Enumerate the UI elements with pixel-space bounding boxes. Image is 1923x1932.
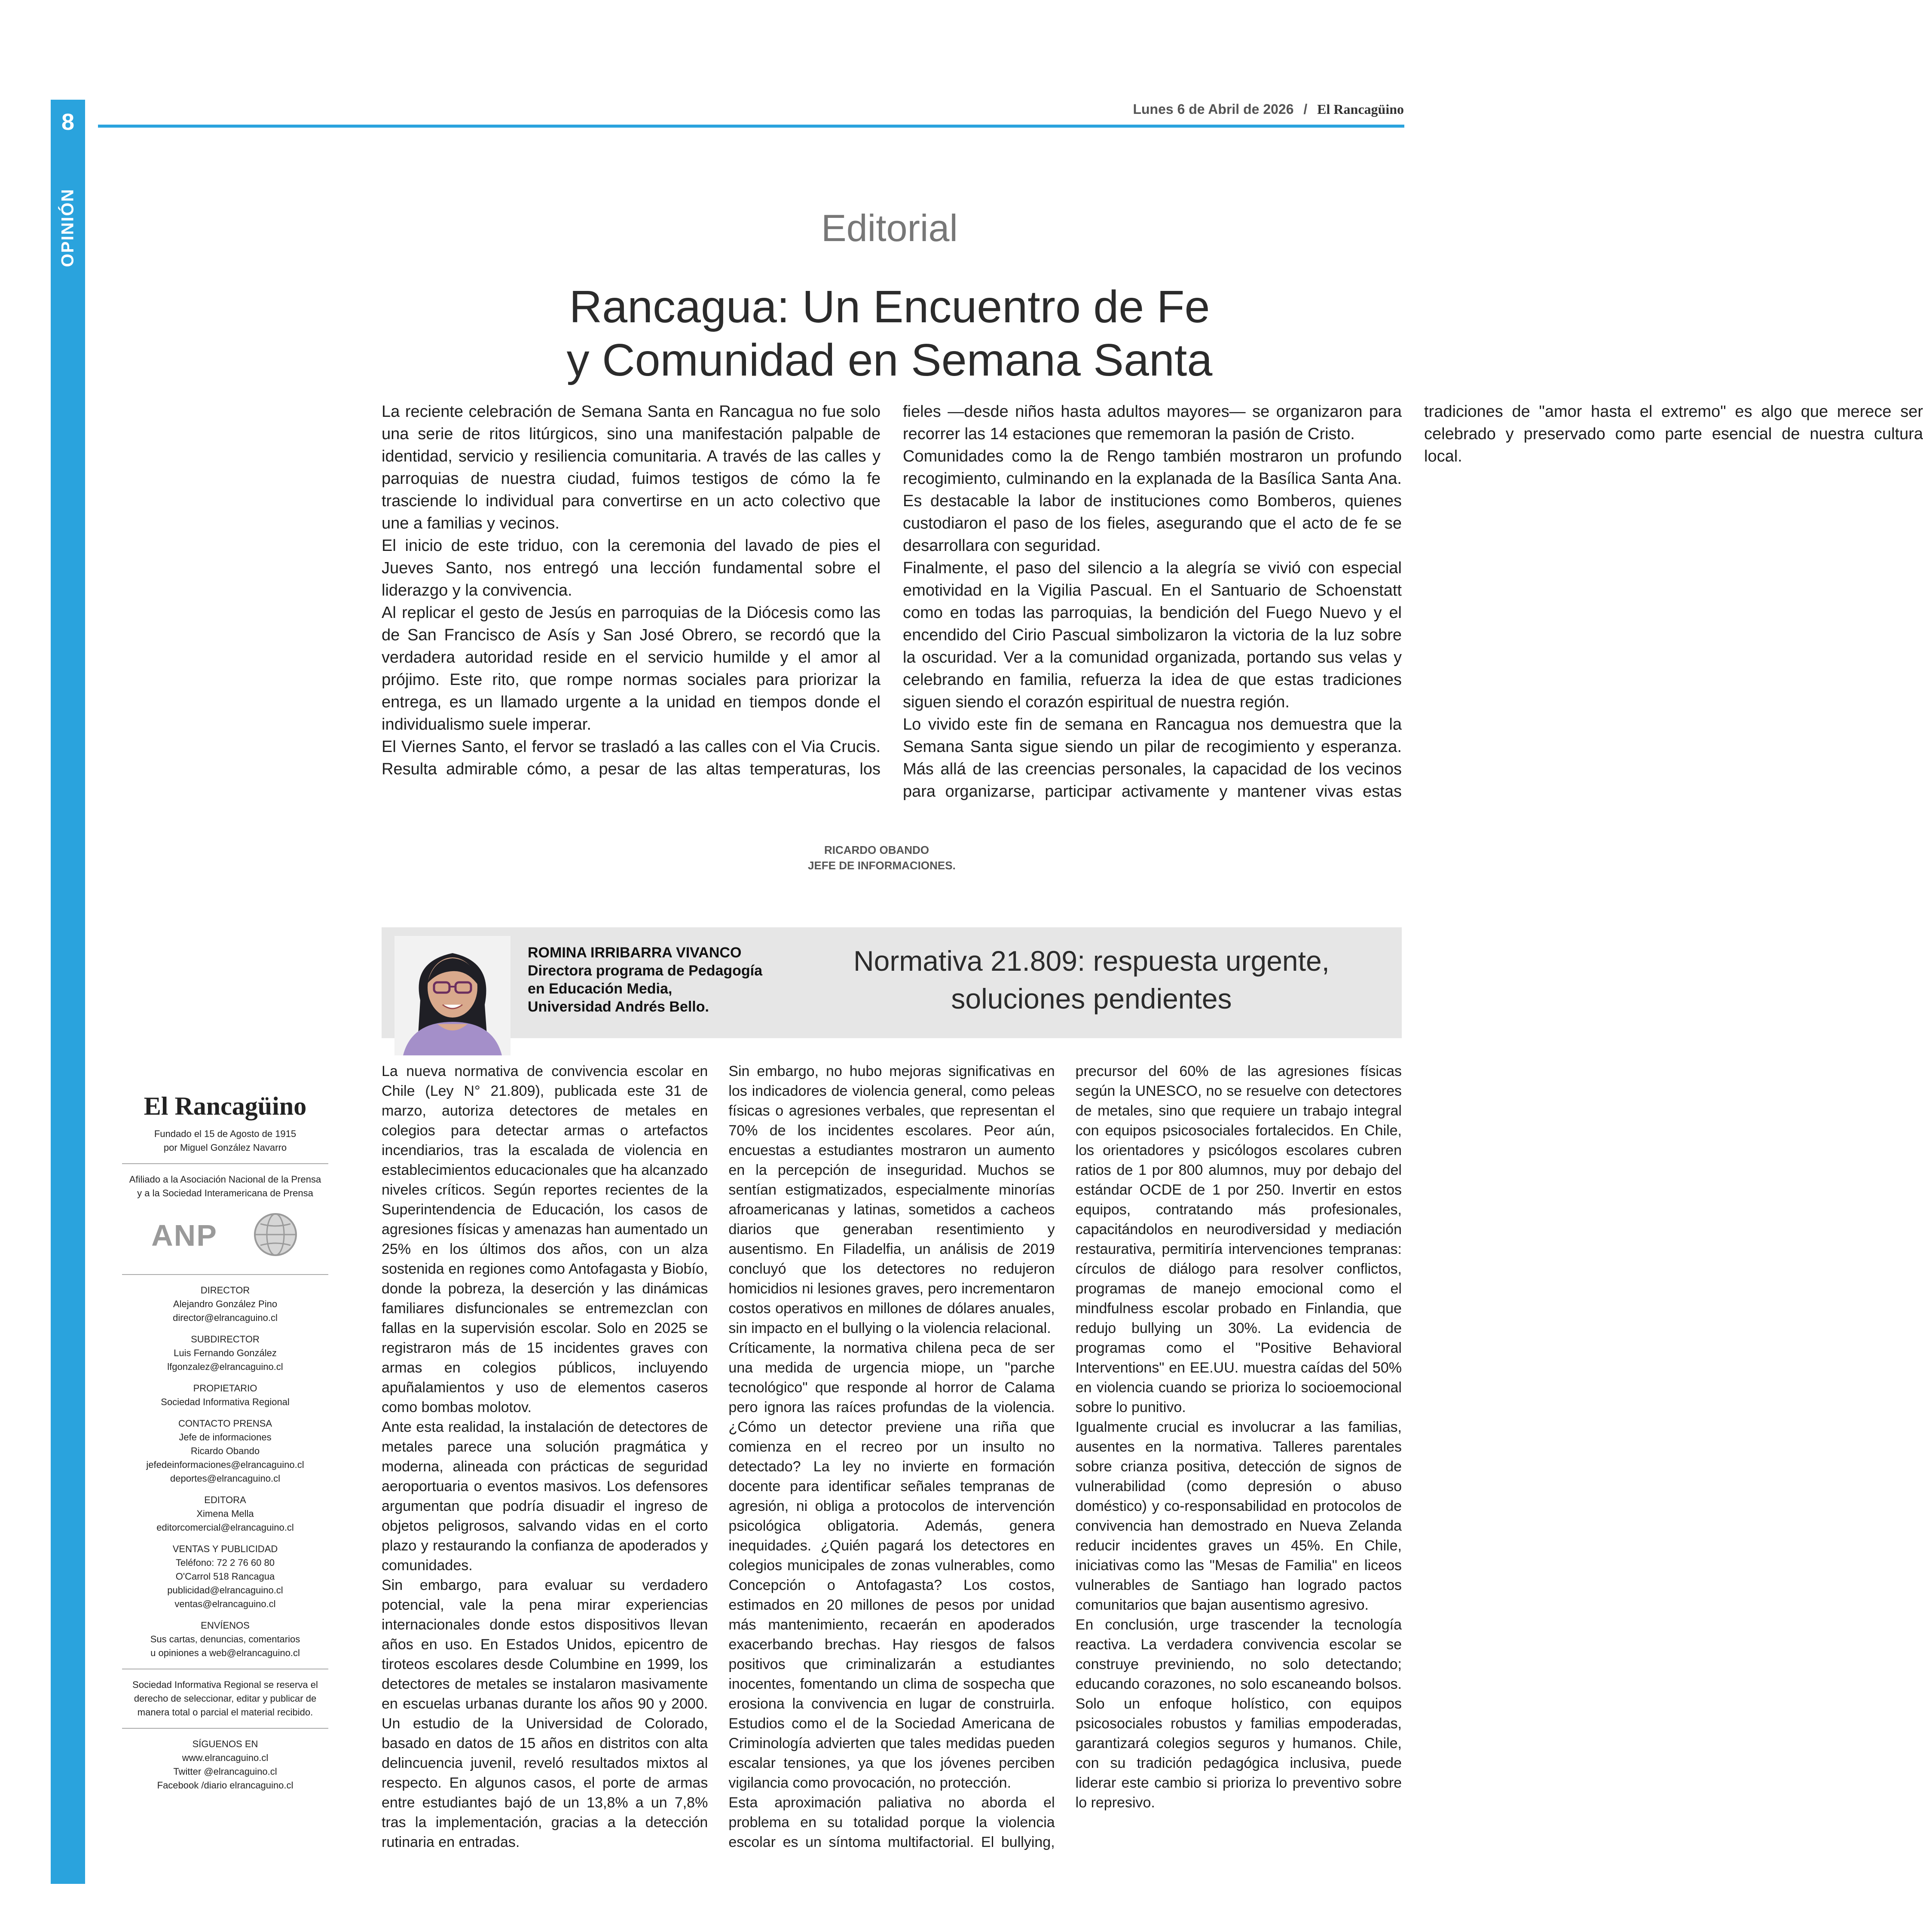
staff-email: director@elrancaguino.cl bbox=[173, 1312, 278, 1323]
staff-label: DIRECTOR bbox=[200, 1285, 250, 1296]
divider bbox=[122, 1728, 328, 1729]
founded-line: Fundado el 15 de Agosto de 1915 bbox=[154, 1128, 297, 1139]
opinion-paragraph: Sin embargo, para evaluar su verdadero potencial, vale la pena mirar experiencias internacionales donde estos dispositivos llevan años en uso. En Estados Unidos, epicentro de tiroteos escolares desde Columbine en 1999, los detectores de metales se instalaron masivamente en escuelas urbanas durante los años 90 y 2000. Un estudio de la Universidad de Colorado, basado en datos de 15 años en distritos con alta delincuencia juvenil, reveló resultados mixtos al respecto. En algunos casos, el porte de armas entre estudiantes bajó de un 13,8% a un 7,8% tras la implementación, gracias a la detección rutinaria en entradas. bbox=[382, 1577, 708, 1850]
staff-role: Jefe de informaciones bbox=[179, 1432, 272, 1443]
sales-address: O'Carrol 518 Rancagua bbox=[175, 1571, 275, 1582]
editorial-paragraph: Comunidades como la de Rengo también mostraron un profundo recogimiento, culminando en la explanada de la Basílica Santa Ana. Es destacable la labor de instituciones como Bomberos, quienes custodiaron el paso de los fieles, asegurando que el acto de fe se desarrollara con seguridad. bbox=[903, 447, 1402, 555]
header-separator: / bbox=[1303, 101, 1308, 117]
header-info bbox=[1133, 101, 1404, 117]
founded-line: por Miguel González Navarro bbox=[163, 1142, 287, 1153]
staff-name: Luis Fernando González bbox=[174, 1348, 277, 1358]
opinion-paragraph: Sin embargo, no hubo mejoras significativas en los indicadores de violencia general, como peleas físicas o agresiones verbales, que representan el 70% de los incidentes escolares. Peor aún, encuestas a estudiantes mostraron un aumento en la percepción de inseguridad. Muchos se sentían estigmatizados, especialmente minorías afroamericanas y latinas, sometidos a cacheos diarios que generaban resentimiento y ausentismo. En Filadelfia, un análisis de 2019 concluyó que los detectores no redujeron homicidios ni lesiones graves, pero incrementaron costos operativos en millones de dólares anuales, sin impacto en el bullying o la violencia relacional. bbox=[728, 1063, 1055, 1336]
follow-web: www.elrancaguino.cl bbox=[182, 1752, 269, 1763]
editorial-byline bbox=[808, 842, 956, 873]
author-photo bbox=[394, 936, 511, 1055]
staff-name: Alejandro González Pino bbox=[173, 1299, 278, 1309]
follow-twitter: Twitter @elrancaguino.cl bbox=[173, 1766, 277, 1777]
opinion-paragraph: Ante esta realidad, la instalación de detectores de metales parece una solución pragmática y moderna, alineada con prácticas de seguridad aeroportuaria o eventos masivos. Los defensores argumentan que podría disuadir el ingreso de objetos peligrosos, salvando vidas en el corto plazo y restaurando la confianza de apoderados y comunidades. bbox=[382, 1419, 708, 1574]
editorial-paragraph: La reciente celebración de Semana Santa en Rancagua no fue solo una serie de ritos litúrgicos, sino una manifestación palpable de identidad, servicio y resiliencia comunitaria. A través de las calles y parroquias de nuestra ciudad, fuimos testigos de cómo la fe trasciende lo individual para convertirse en un acto colectivo que une a familias y vecinos. bbox=[382, 403, 880, 532]
editorial-paragraph: Finalmente, el paso del silencio a la alegría se vivió con especial emotividad en la Vigilia Pascual. En el Santuario de Schoenstatt como en todas las parroquias, la bendición del Fuego Nuevo y el encendido del Cirio Pascual simbolizaron la victoria de la luz sobre la oscuridad. Ver a la comunidad organizada, portando sus velas y celebrando en familia, refuerza la idea de que estas tradiciones siguen siendo el corazón espiritual de nuestra región. bbox=[903, 559, 1402, 711]
editorial-paragraph: El inicio de este triduo, con la ceremonia del lavado de pies el Jueves Santo, nos entregó una lección fundamental sobre el liderazgo y la convivencia. bbox=[382, 537, 880, 599]
section-label-text: OPINIÓN bbox=[58, 188, 77, 267]
byline-name: RICARDO OBANDO bbox=[824, 844, 929, 856]
editorial-body bbox=[382, 400, 1923, 822]
byline-role: JEFE DE INFORMACIONES. bbox=[808, 859, 956, 872]
staff-name: Sociedad Informativa Regional bbox=[161, 1397, 290, 1407]
staff-label: SUBDIRECTOR bbox=[191, 1334, 260, 1345]
staff-email: ventas@elrancaguino.cl bbox=[174, 1599, 276, 1609]
author-name: ROMINA IRRIBARRA VIVANCO bbox=[528, 945, 742, 961]
editorial-kicker: Editorial bbox=[821, 207, 958, 249]
staff-email: lfgonzalez@elrancaguino.cl bbox=[167, 1361, 283, 1372]
rights-line: manera total o parcial el material recibido. bbox=[137, 1707, 313, 1718]
opinion-paragraph: Esta aproximación paliativa no aborda el problema en su totalidad porque la violencia escolar es un síntoma multifactorial. El bullying, precursor del 60% de las agresiones físicas según la UNESCO, no se resuelve con detectores de metales, sino que requiere un trabajo integral con equipos psicosociales fortalecidos. En Chile, los orientadores y psicólogos escolares cubren ratios de 1 por 800 alumnos, muy por debajo del estándar OCDE de 1 por 250. Invertir en estos equipos, contratando más profesionales, capacitándolos en neurodiversidad y mediación restaurativa, permitiría intervenciones tempranas: círculos de diálogo para resolver conflictos, programas de manejo emocional como el mindfulness escolar probado en Finlandia, que redujo bullying un 30%. La evidencia de programas como el "Positive Behavioral Interventions" en EE.UU. muestra caídas del 50% en violencia cuando se prioriza lo socioemocional sobre lo punitivo. bbox=[728, 1063, 1402, 1850]
opinion-title bbox=[799, 942, 1384, 1018]
opinion-paragraph: La nueva normativa de convivencia escolar en Chile (Ley N° 21.809), publicada este 31 de marzo, autoriza detectores de metales en colegios para detectar armas o artefactos incendiarios, tras la escalada de violencia en establecimientos educacionales que ha alcanzado niveles críticos. Según reportes recientes de la Superintendencia de Educación, los casos de agresiones físicas y amenazas han aumentado un 25% en los últimos dos años, con un alza sostenida en regiones como Antofagasta y Biobío, donde la pobreza, la deserción y las dinámicas familiares disfuncionales se entremezclan con fallas en la supervisión escolar. Solo en 2025 se registraron más de 15 incidentes graves con armas en colegios públicos, incluyendo apuñalamientos y uso de elementos caseros como bombas molotov. bbox=[382, 1063, 708, 1415]
staff-email: editorcomercial@elrancaguino.cl bbox=[156, 1522, 294, 1533]
staff-label: SÍGUENOS EN bbox=[192, 1739, 258, 1749]
author-role: en Educación Media, bbox=[528, 981, 673, 997]
opinion-body bbox=[382, 1061, 1402, 1874]
staff-name: Ximena Mella bbox=[196, 1508, 254, 1519]
staff-email: deportes@elrancaguino.cl bbox=[170, 1473, 280, 1484]
staff-name: Ricardo Obando bbox=[190, 1446, 260, 1456]
author-role: Directora programa de Pedagogía bbox=[528, 963, 763, 979]
staff-label: EDITORA bbox=[204, 1495, 246, 1505]
masthead-name: El Rancagüino bbox=[144, 1092, 307, 1120]
anp-logo-text: ANP bbox=[151, 1219, 217, 1252]
anp-logo bbox=[151, 1218, 217, 1253]
headline-line-1: Rancagua: Un Encuentro de Fe bbox=[569, 281, 1210, 332]
page-number: 8 bbox=[61, 109, 75, 135]
staff-email: jefedeinformaciones@elrancaguino.cl bbox=[146, 1459, 304, 1470]
editorial-paragraph: Al replicar el gesto de Jesús en parroquias de la Diócesis como las de San Francisco de Asís y San José Obrero, se recordó que la verdadera autoridad reside en el servicio humilde y el amor al prójimo. Este rito, que rompe normas sociales para priorizar la entrega, es un llamado urgente a la unidad en tiempos donde el individualismo suele imperar. bbox=[382, 604, 880, 734]
opinion-author bbox=[528, 944, 762, 1016]
section-color-strip bbox=[51, 100, 85, 1884]
author-role: Universidad Andrés Bello. bbox=[528, 999, 709, 1015]
rights-line: Sociedad Informativa Regional se reserva el bbox=[132, 1679, 318, 1690]
affiliation-line: y a la Sociedad Interamericana de Prensa bbox=[137, 1188, 313, 1198]
divider bbox=[122, 1163, 328, 1164]
follow-facebook: Facebook /diario elrancaguino.cl bbox=[157, 1780, 293, 1791]
staff-label: ENVÍENOS bbox=[201, 1620, 250, 1631]
staff-label: PROPIETARIO bbox=[193, 1383, 257, 1394]
editorial-paragraph: Lo vivido este fin de semana en Rancagua nos demuestra que la Semana Santa sigue siendo un pilar de recogimiento y esperanza. Más allá de las creencias personales, la capacidad de los vecinos para organizarse, participar activamente y mantener vivas estas tradiciones de "amor hasta el extremo" es algo que merece ser celebrado y preservado como parte esencial de nuestra cultura local. bbox=[903, 403, 1923, 801]
sip-globe-icon bbox=[252, 1211, 299, 1260]
masthead-box bbox=[105, 1091, 345, 1792]
editorial-paragraph: El Viernes Santo, el fervor se trasladó a las calles con el Via Crucis. Resulta admirable cómo, a pesar de las altas temperaturas, los fieles —desde niños hasta adultos mayores— se organizaron para recorrer las 14 estaciones que rememoran la pasión de Cristo. bbox=[382, 403, 1402, 778]
staff-label: VENTAS Y PUBLICIDAD bbox=[172, 1544, 278, 1554]
issue-date: Lunes 6 de Abril de 2026 bbox=[1133, 101, 1294, 117]
headline-line-2: y Comunidad en Semana Santa bbox=[566, 335, 1213, 385]
affiliation-line: Afiliado a la Asociación Nacional de la Prensa bbox=[129, 1174, 321, 1185]
opinion-paragraph: En conclusión, urge trascender la tecnología reactiva. La verdadera convivencia escolar se construye previniendo, no solo detectando; educando corazones, no solo escaneando bolsos. Solo un enfoque holístico, con equipos psicosociales robustos y familias empoderadas, garantizará colegios seguros y humanos. Chile, con su tradición pedagógica inclusiva, puede liderar este cambio si prioriza lo preventivo sobre lo represivo. bbox=[1075, 1617, 1402, 1811]
send-line: Sus cartas, denuncias, comentarios bbox=[150, 1634, 300, 1645]
opinion-paragraph: Igualmente crucial es involucrar a las familias, ausentes en la normativa. Talleres parentales sobre crianza positiva, detección de signos de vulnerabilidad (como depresión o abuso doméstico) y co-responsabilidad en protocolos de convivencia han demostrado en Nueva Zelanda reducir incidentes graves un 45%. En Chile, iniciativas como las "Mesas de Familia" en liceos vulnerables de Santiago han logrado pactos comunitarios que bajan ausentismo agresivo. bbox=[1075, 1419, 1402, 1613]
editorial-headline bbox=[378, 280, 1401, 387]
rights-line: derecho de seleccionar, editar y publicar de bbox=[134, 1693, 317, 1704]
affiliation-logos bbox=[105, 1210, 345, 1261]
header-rule bbox=[98, 125, 1404, 128]
divider bbox=[122, 1274, 328, 1275]
staff-label: CONTACTO PRENSA bbox=[178, 1418, 272, 1429]
section-label bbox=[51, 180, 85, 275]
sales-phone: Teléfono: 72 2 76 60 80 bbox=[176, 1557, 275, 1568]
send-line: u opiniones a web@elrancaguino.cl bbox=[150, 1648, 300, 1658]
staff-email: publicidad@elrancaguino.cl bbox=[167, 1585, 283, 1596]
header-paper-name: El Rancagüino bbox=[1317, 101, 1404, 117]
opinion-title-line-2: soluciones pendientes bbox=[951, 983, 1232, 1015]
opinion-title-line-1: Normativa 21.809: respuesta urgente, bbox=[853, 945, 1330, 977]
opinion-paragraph: Críticamente, la normativa chilena peca de ser una medida de urgencia miope, un "parche tecnológico" que responde al horror de Calama pero ignora las raíces profundas de la violencia. ¿Cómo un detector previene una riña que comienza en el recreo por un insulto no detectado? La ley no invierte en formación docente para identificar señales tempranas de agresión, ni obliga a protocolos de intervención psicológica obligatoria. Además, genera inequidades. ¿Quién pagará los detectores en colegios municipales de zonas vulnerables, como Concepción o Antofagasta? Los costos, estimados en 20 millones de pesos por unidad más mantenimiento, recaerán en apoderados exacerbando brechas. Hay riesgos de falsos positivos que criminalizarán a estudiantes inocentes, fomentando un clima de sospecha que erosiona la convivencia en lugar de construirla. Estudios como el de la Sociedad Americana de Criminología advierten que tales medidas pueden escalar tensiones, ya que los jóvenes perciben vigilancia como provocación, no protección. bbox=[728, 1340, 1055, 1791]
